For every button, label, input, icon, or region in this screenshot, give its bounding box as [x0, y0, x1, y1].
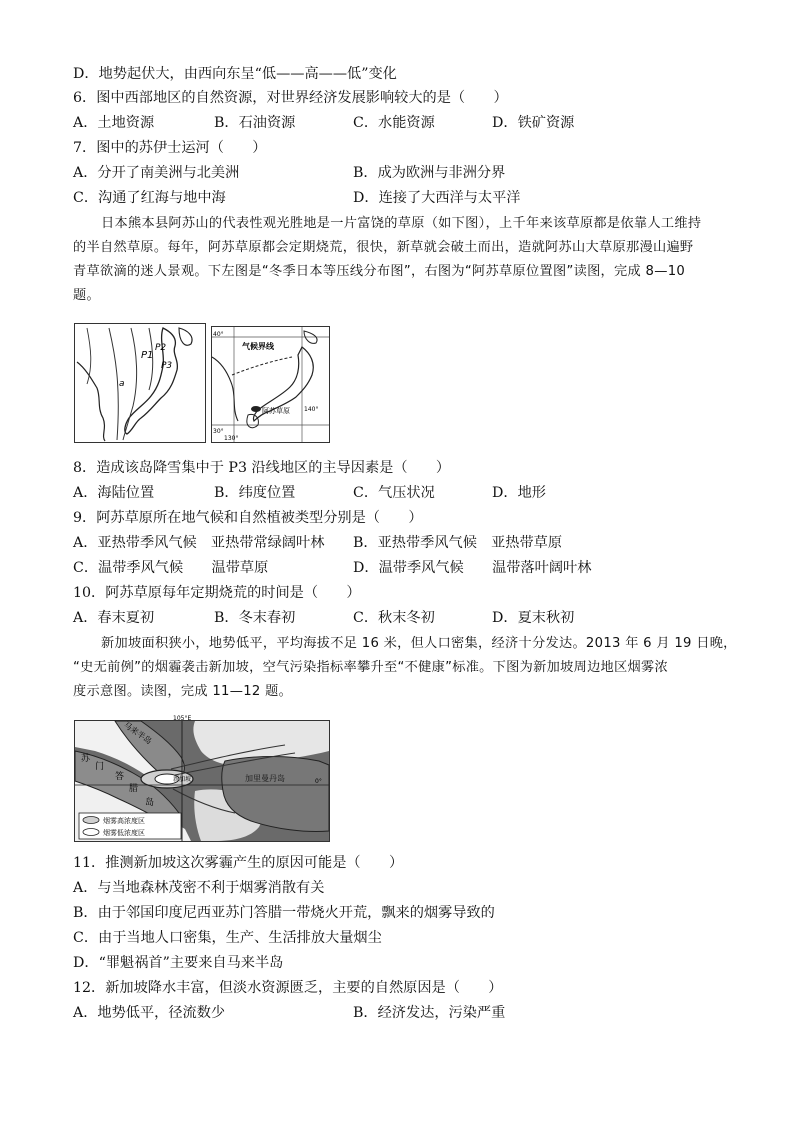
q9-option-c: C．温带季风气候 温带草原 — [73, 560, 269, 576]
legend-high-swatch — [83, 817, 99, 824]
passage-singapore-line2: “史无前例”的烟霾袭击新加坡，空气污染指标率攀升至“不健康”标准。下图为新加坡周边地区烟雾浓 — [73, 660, 668, 675]
q7-option-d: D．连接了大西洋与太平洋 — [353, 190, 521, 206]
q8-stem: 8．造成该岛降雪集中于 P3 沿线地区的主导因素是（ ） — [73, 460, 451, 476]
label-sumatra-3: 答 — [115, 772, 125, 782]
label-lon130: 130° — [224, 435, 239, 442]
legend-low-label: 烟雾低浓度区 — [103, 829, 145, 837]
passage-aso — [73, 212, 733, 308]
passage-aso-line4: 题。 — [73, 288, 100, 303]
q6-option-a: A．土地资源 — [73, 115, 155, 131]
label-a: a — [119, 379, 125, 389]
q7-option-a: A．分开了南美洲与北美洲 — [73, 165, 240, 181]
passage-aso-line1: 日本熊本县阿苏山的代表性观光胜地是一片富饶的草原（如下图），上千年来该草原都是依靠人工维持 — [101, 216, 702, 231]
label-sumatra-1: 苏 — [81, 754, 91, 764]
passage-singapore-line3: 度示意图。读图，完成 11—12 题。 — [73, 684, 293, 699]
q7-option-b: B．成为欧洲与非洲分界 — [353, 165, 506, 181]
q9-option-b: B．亚热带季风气候 亚热带草原 — [353, 535, 563, 551]
q10-option-b: B．冬末春初 — [214, 610, 296, 626]
passage-singapore — [73, 632, 737, 704]
q8-option-d: D．地形 — [492, 485, 546, 501]
label-105e: 105°E — [173, 715, 192, 722]
label-p1: P1 — [141, 350, 154, 361]
label-aso-grassland: 阿苏草原 — [262, 407, 290, 415]
q5-option-d: D．地势起伏大，由西向东呈“低——高——低”变化 — [73, 66, 397, 82]
aso-location-map — [212, 327, 329, 442]
haze-map-figure — [74, 715, 330, 842]
q8-option-a: A．海陆位置 — [73, 485, 155, 501]
passage-aso-line2: 的半自然草原。每年，阿苏草原都会定期烧荒，很快，新草就会破土而出，造就阿苏山大草原那漫山遍野 — [73, 240, 694, 255]
q8-option-c: C．气压状况 — [353, 485, 435, 501]
label-lat30: 30° — [213, 428, 224, 435]
label-climate-line: 气候界线 — [242, 342, 274, 351]
label-p3: P3 — [161, 361, 173, 371]
q11-stem: 11．推测新加坡这次雾霾产生的原因可能是（ ） — [73, 855, 404, 871]
q6-option-d: D．铁矿资源 — [492, 115, 575, 131]
haze-map — [75, 715, 329, 841]
q10-option-c: C．秋末冬初 — [353, 610, 435, 626]
aso-marker — [251, 406, 261, 412]
q12-option-b: B．经济发达，污染严重 — [353, 1005, 506, 1021]
passage-aso-line3: 青草欲滴的迷人景观。下左图是“冬季日本等压线分布图”，右图为“阿苏草原位置图”读图，完成 8—10 — [73, 264, 686, 279]
legend-low-swatch — [83, 829, 99, 836]
label-p2: P2 — [155, 343, 167, 353]
q10-stem: 10．阿苏草原每年定期烧荒的时间是（ ） — [73, 585, 361, 601]
legend-high-label: 烟雾高浓度区 — [103, 817, 145, 825]
passage-singapore-line1: 新加坡面积狭小，地势低平，平均海拔不足 16 米，但人口密集，经济十分发达。2013 年 6 月 19 日晚， — [101, 636, 737, 651]
label-lat40: 40° — [213, 331, 224, 338]
isobar-map — [75, 324, 205, 442]
q11-option-c: C．由于当地人口密集，生产、生活排放大量烟尘 — [73, 930, 382, 946]
aso-location-map-figure — [211, 326, 330, 443]
q7-option-c: C．沟通了红海与地中海 — [73, 190, 226, 206]
q7-stem: 7．图中的苏伊士运河（ ） — [73, 140, 267, 156]
q8-option-b: B．纬度位置 — [214, 485, 296, 501]
q6-stem: 6．图中西部地区的自然资源，对世界经济发展影响较大的是（ ） — [73, 90, 508, 106]
q6-option-c: C．水能资源 — [353, 115, 435, 131]
label-kalimantan: 加里曼丹岛 — [245, 774, 285, 783]
q11-option-b: B．由于邻国印度尼西亚苏门答腊一带烧火开荒，飘来的烟雾导致的 — [73, 905, 495, 921]
q11-option-a: A．与当地森林茂密不利于烟雾消散有关 — [73, 880, 325, 896]
label-sumatra-4: 腊 — [129, 784, 139, 794]
label-sumatra-2: 门 — [95, 762, 105, 772]
label-sumatra-5: 岛 — [145, 798, 155, 808]
label-equator: 0° — [315, 778, 322, 785]
q9-option-a: A．亚热带季风气候 亚热带常绿阔叶林 — [73, 535, 325, 551]
q10-option-a: A．春末夏初 — [73, 610, 155, 626]
q11-option-d: D．“罪魁祸首”主要来自马来半岛 — [73, 955, 284, 971]
isobar-map-figure — [74, 323, 206, 443]
label-lon140: 140° — [304, 406, 319, 413]
label-singapore: 新加坡 — [173, 776, 192, 783]
q6-option-b: B．石油资源 — [214, 115, 296, 131]
q10-option-d: D．夏末秋初 — [492, 610, 575, 626]
q12-stem: 12．新加坡降水丰富，但淡水资源匮乏，主要的自然原因是（ ） — [73, 980, 503, 996]
q12-option-a: A．地势低平，径流数少 — [73, 1005, 226, 1021]
q9-stem: 9．阿苏草原所在地气候和自然植被类型分别是（ ） — [73, 510, 423, 526]
label-malay-peninsula: 马来半岛 — [121, 720, 154, 746]
q9-option-d: D．温带季风气候 温带落叶阔叶林 — [353, 560, 592, 576]
